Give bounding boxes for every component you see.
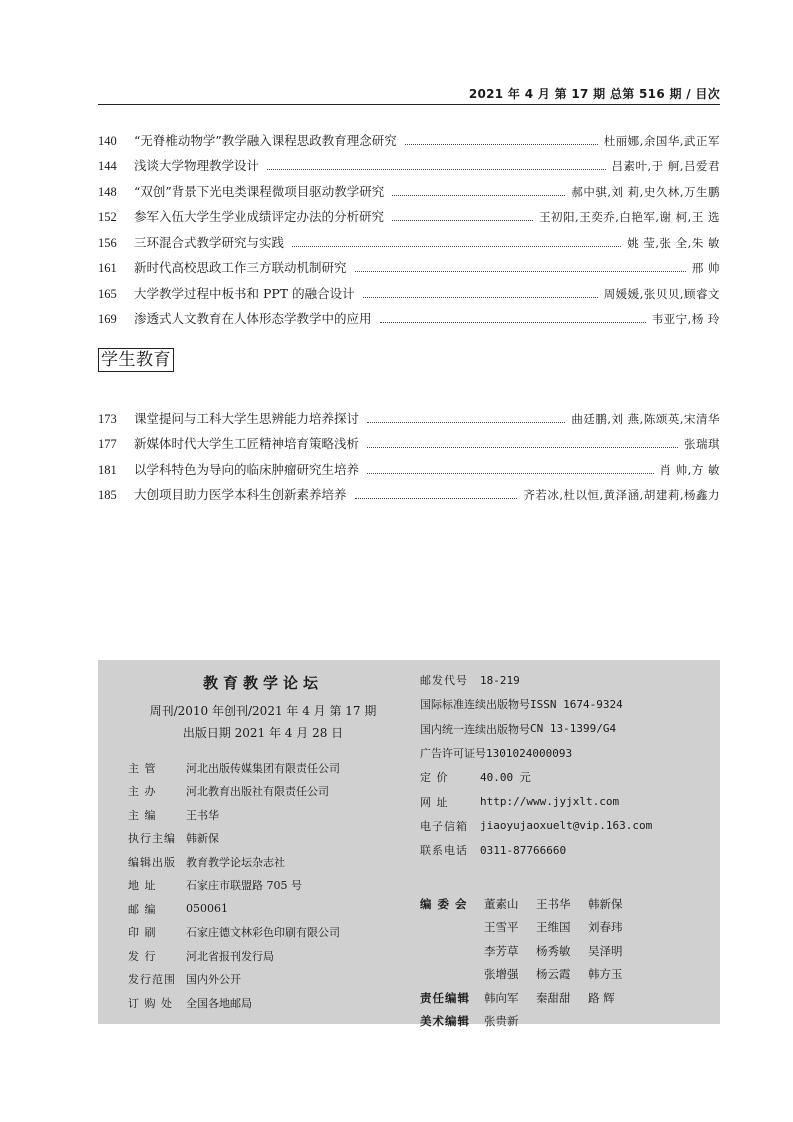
toc-item[interactable] [98, 200, 720, 226]
editor-name: 王书华 [536, 896, 571, 911]
toc-authors: 肖 帅,方 敏 [659, 462, 720, 477]
contact-row [420, 741, 652, 765]
editor-name: 王雪平 [484, 920, 519, 935]
info-row [128, 944, 340, 968]
contact-row [420, 692, 652, 716]
website-link[interactable]: http://www.jyjxlt.com [480, 795, 620, 809]
info-label: 印 刷 [128, 926, 157, 940]
toc-item[interactable] [98, 478, 720, 504]
toc-page-number: 185 [98, 488, 117, 502]
editor-row [420, 892, 640, 916]
toc-article-title: 大学教学过程中板书和 PPT 的融合设计 [134, 285, 355, 301]
editor-names [484, 990, 640, 1006]
editor-row [420, 963, 640, 987]
toc-article-title: 新时代高校思政工作三方联动机制研究 [134, 260, 347, 275]
editor-names [484, 966, 640, 982]
toc-item[interactable] [98, 123, 720, 149]
toc-authors: 姚 莹,张 全,朱 敏 [627, 235, 720, 250]
dot-leader [392, 220, 533, 221]
toc-page-number: 156 [98, 235, 117, 250]
section-heading: 学生教育 [98, 348, 174, 372]
toc-authors: 杜丽娜,余国华,武正军 [603, 133, 720, 148]
toc-article-title: “双创”背景下光电类课程微项目驱动教学研究 [134, 183, 385, 199]
info-value: 石家庄德文林彩色印刷有限公司 [186, 926, 340, 940]
contact-info-list [420, 668, 652, 862]
dot-leader [367, 447, 678, 448]
contact-row [420, 717, 652, 741]
toc-article-title: 渗透式人文教育在人体形态学教学中的应用 [134, 311, 372, 326]
contact-label: 广告许可证号 [420, 747, 486, 761]
editor-role-label: 编 委 会 [420, 896, 468, 911]
toc-authors: 吕素叶,于 舸,吕爱君 [611, 159, 720, 173]
contact-label: 网 址 [420, 795, 449, 809]
dot-leader [363, 297, 598, 298]
info-row [128, 827, 340, 851]
toc-item[interactable] [98, 225, 720, 251]
toc-authors: 周媛媛,张贝贝,顾睿文 [603, 286, 720, 301]
editor-name: 韩向军 [484, 990, 519, 1005]
journal-title: 教育教学论坛 [202, 674, 323, 692]
contact-row [420, 838, 652, 862]
info-label: 主 办 [128, 785, 157, 799]
toc-page-number: 148 [98, 184, 117, 199]
info-value: 河北省报刊发行局 [186, 949, 274, 963]
editor-name: 刘春玮 [588, 920, 623, 935]
toc-item[interactable] [98, 302, 720, 328]
dot-leader [355, 498, 518, 499]
info-value: 石家庄市联盟路 705 号 [186, 879, 302, 893]
toc-page-number: 144 [98, 159, 117, 173]
info-label: 执行主编 [128, 832, 176, 846]
toc-authors: 郝中骐,刘 莉,史久林,万生鹏 [571, 184, 720, 199]
info-row [128, 921, 340, 945]
masthead-right-column [420, 668, 652, 862]
contact-row [420, 765, 652, 789]
info-row [128, 780, 340, 804]
info-label: 订 购 处 [128, 996, 173, 1010]
editor-names [484, 896, 640, 912]
ad-license-value: 1301024000093 [486, 746, 573, 760]
info-label: 主 管 [128, 761, 157, 775]
postal-code-value: 18-219 [480, 673, 520, 687]
toc-item[interactable] [98, 427, 720, 453]
editor-name: 路 辉 [588, 990, 615, 1005]
toc-authors: 王初阳,王奕乔,白艳军,谢 柯,王 选 [539, 210, 720, 224]
info-value: 全国各地邮局 [186, 996, 252, 1010]
dot-leader [267, 169, 606, 170]
toc-page-number: 177 [98, 437, 117, 451]
info-value: 河北出版传媒集团有限责任公司 [186, 761, 340, 775]
price-value: 40.00 元 [480, 771, 531, 785]
toc-page-number: 140 [98, 133, 117, 148]
info-row [128, 968, 340, 992]
toc-article-title: 三环混合式教学研究与实践 [134, 234, 285, 250]
toc-page-number: 165 [98, 286, 117, 301]
info-label: 发行范围 [128, 973, 176, 987]
journal-masthead [98, 660, 720, 1029]
editor-name: 秦甜甜 [536, 990, 571, 1005]
contact-label: 国际标准连续出版物号 [420, 698, 530, 712]
toc-item[interactable] [98, 251, 720, 277]
dot-leader [292, 246, 621, 247]
toc-authors: 邢 帅 [691, 261, 720, 275]
cn-value: CN 13-1399/G4 [530, 722, 617, 736]
issue-header: 2021 年 4 月 第 17 期 总第 516 期 / 目次 [468, 87, 720, 101]
editor-names [484, 943, 640, 959]
editor-name: 杨秀敏 [536, 943, 571, 958]
editor-name: 吴泽明 [588, 943, 623, 958]
toc-authors: 张瑞琪 [684, 437, 720, 451]
info-label: 编辑出版 [128, 855, 176, 869]
dot-leader [355, 271, 686, 272]
toc-page-number: 169 [98, 312, 117, 326]
phone-value: 0311-87766660 [480, 843, 567, 857]
editor-names [484, 1013, 536, 1029]
editor-row [420, 916, 640, 940]
contact-label: 邮发代号 [420, 674, 468, 688]
editor-name: 张增强 [484, 967, 519, 982]
info-label: 发 行 [128, 949, 157, 963]
contact-label: 电子信箱 [420, 819, 468, 833]
toc-student-list [98, 401, 720, 503]
contact-label: 国内统一连续出版物号 [420, 722, 530, 736]
info-row [128, 897, 340, 921]
toc-authors: 韦亚宁,杨 玲 [651, 312, 720, 326]
info-row [128, 850, 340, 874]
editor-name: 李芳草 [484, 943, 519, 958]
toc-page-number: 173 [98, 411, 117, 426]
toc-article-title: 参军入伍大学生学业成绩评定办法的分析研究 [134, 209, 385, 224]
email-link[interactable]: jiaoyujaoxuelt@vip.163.com [480, 819, 653, 833]
info-label: 地 址 [128, 879, 157, 893]
publisher-info-list [128, 756, 340, 1015]
dot-leader [392, 195, 565, 196]
editor-name: 王维国 [536, 920, 571, 935]
editor-role-label: 美术编辑 [420, 1014, 470, 1029]
toc-article-title: 浅谈大学物理教学设计 [134, 158, 260, 173]
dot-leader [405, 144, 598, 145]
info-value: 韩新保 [186, 832, 219, 846]
publication-date: 出版日期 2021 年 4 月 28 日 [182, 726, 344, 740]
contact-row [420, 789, 652, 813]
editor-role-label: 责任编辑 [420, 990, 470, 1005]
journal-frequency: 周刊/2010 年创刊/2021 年 4 月 第 17 期 [149, 704, 377, 718]
toc-item[interactable] [98, 401, 720, 427]
editor-name: 杨云霞 [536, 967, 571, 982]
toc-article-title: “无脊椎动物学”教学融入课程思政教育理念研究 [134, 132, 397, 148]
contact-label: 定 价 [420, 771, 449, 785]
info-value: 国内外公开 [186, 973, 241, 987]
dot-leader [367, 422, 565, 423]
issn-value: ISSN 1674-9324 [530, 697, 623, 711]
editor-name: 韩方玉 [588, 967, 623, 982]
editor-row [420, 1010, 640, 1034]
toc-page-number: 161 [98, 261, 117, 275]
toc-article-title: 以学科特色为导向的临床肿瘤研究生培养 [134, 461, 360, 477]
contact-label: 联系电话 [420, 844, 468, 858]
toc-authors: 曲廷鹏,刘 燕,陈颂英,宋清华 [571, 411, 720, 426]
editor-row [420, 939, 640, 963]
info-row [128, 991, 340, 1015]
editor-name: 韩新保 [588, 896, 623, 911]
contact-row [420, 668, 652, 692]
editor-names [484, 919, 640, 935]
dot-leader [380, 322, 646, 323]
header-rule [98, 104, 720, 105]
info-value: 河北教育出版社有限责任公司 [186, 785, 329, 799]
toc-page-number: 181 [98, 462, 117, 477]
contact-row [420, 814, 652, 838]
dot-leader [367, 473, 654, 474]
editor-row [420, 986, 640, 1010]
toc-item[interactable] [98, 174, 720, 200]
toc-article-title: 新媒体时代大学生工匠精神培育策略浅析 [134, 436, 360, 451]
editor-name: 张贵新 [484, 1014, 519, 1029]
info-value: 教育教学论坛杂志社 [186, 855, 285, 869]
toc-item[interactable] [98, 452, 720, 478]
toc-article-title: 课堂提问与工科大学生思辨能力培养探讨 [134, 410, 360, 426]
toc-page-number: 152 [98, 210, 117, 224]
info-row [128, 756, 340, 780]
info-label: 主 编 [128, 808, 157, 822]
info-row [128, 874, 340, 898]
toc-main-list [98, 123, 720, 327]
info-row [128, 803, 340, 827]
toc-article-title: 大创项目助力医学本科生创新素养培养 [134, 487, 347, 502]
info-label: 邮 编 [128, 902, 157, 916]
editorial-board [420, 892, 640, 1033]
editor-name: 董素山 [484, 896, 519, 911]
toc-item[interactable] [98, 149, 720, 175]
toc-item[interactable] [98, 276, 720, 302]
info-value: 王书华 [186, 808, 219, 822]
info-value: 050061 [186, 902, 228, 916]
toc-authors: 齐若冰,杜以恒,黄泽涵,胡建莉,杨鑫力 [523, 488, 720, 502]
